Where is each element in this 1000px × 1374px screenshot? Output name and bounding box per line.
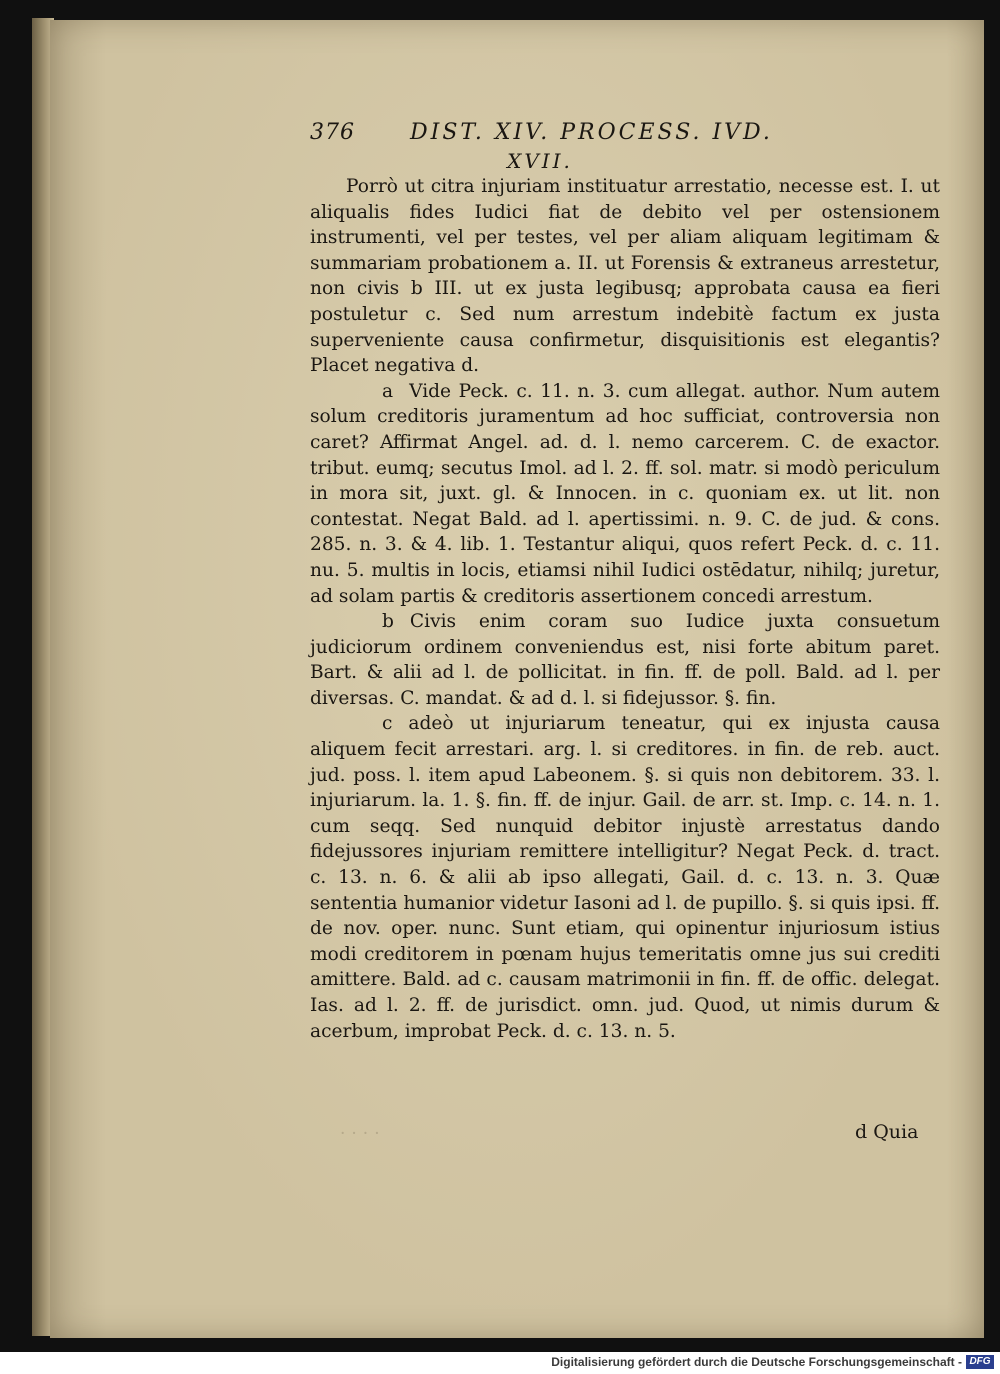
page-number: 376	[310, 120, 355, 145]
footnote-text: Vide Peck. c. 11. n. 3. cum allegat. author. Num autem solum creditoris juramentum ad hoc sufficiat, controversia non caret? Affirmat Angel. ad. d. l. nemo carcerem. C. de exactor. tribut. eumq; secutus Imol. ad l. 2. ff. sol. matr. si modò periculum in mora sit, juxt. gl. & Innocen. in c. quoniam ex. ut lit. non contestat. Negat Bald. ad l. apertissimi. n. 9. C. de jud. & cons. 285. n. 3. & 4. lib. 1. Testantur aliqui, quos refert Peck. d. c. 11. nu. 5. multis in locis, etiamsi nihil Iudici ostēdatur, nihilq; juretur, ad solam partis & creditoris assertionem concedi arrestum.	[310, 380, 940, 607]
section-number: XVII.	[507, 149, 573, 173]
page-text-block	[310, 120, 940, 1044]
footnote-key: b	[382, 611, 394, 633]
body-paragraph: Porrò ut citra injuriam instituatur arrestatio, necesse est. I. ut aliqualis fides Iudici fiat de debito vel per ostensionem instrumenti, vel per testes, vel per aliam aliquam legitimam & summariam probationem a. II. ut Forensis & extraneus arrestetur, non civis b III. ut ex justa legibusq; approbata causa ea fieri postuletur c. Sed num arrestum indebitè factum ex justa superveniente causa confirmetur, disquisitionis est elegantis? Placet negativa d.	[310, 176, 940, 377]
running-head: DIST. XIV. PROCESS. IVD.	[410, 120, 773, 145]
show-through-text: ····	[340, 1124, 386, 1144]
dfg-logo: DFG	[966, 1355, 994, 1369]
footnote-key: a	[382, 380, 394, 402]
footnote-c	[310, 711, 940, 1044]
footnote-a	[310, 379, 940, 609]
footnote-key: c	[382, 713, 393, 735]
page-header	[310, 120, 940, 148]
footnote-b	[310, 609, 940, 711]
footnote-text: adeò ut injuriarum teneatur, qui ex injusta causa aliquem fecit arrestari. arg. l. si creditores. in fin. de reb. auct. jud. poss. l. item apud Labeonem. §. si quis non debitorem. 33. l. injuriarum. la. 1. §. fin. ff. de injur. Gail. de arr. st. Imp. c. 14. n. 1. cum seqq. Sed nunquid debitor injustè arrestatus dando fidejussores injuriam remittere intelligitur? Negat Peck. d. tract. c. 13. n. 6. & alii ab ipso allegati, Gail. d. c. 13. n. 3. Quæ sententia humanior videtur Iasoni ad l. de pupillo. §. si quis ipsi. ff. de nov. oper. nunc. Sunt etiam, qui opinentur injuriosum istius modi creditorem in pœnam hujus temeritatis omne jus sui crediti amittere. Bald. ad c. causam matrimonii in fin. ff. de offic. delegat. Ias. ad l. 2. ff. de jurisdict. omn. jud. Quod, ut nimis durum & acerbum, improbat Peck. d. c. 13. n. 5.	[310, 713, 940, 1042]
footnote-text: Civis enim coram suo Iudice juxta consuetum judiciorum ordinem conveniendus est, nisi forte abitum paret. Bart. & alii ad l. de pollicitat. in fin. ff. de poll. Bald. ad l. per diversas. C. mandat. & ad d. l. si fidejussor. §. fin.	[310, 611, 940, 709]
footer-credit: Digitalisierung gefördert durch die Deutsche Forschungsgemeinschaft -	[551, 1355, 962, 1369]
footer-bar	[0, 1352, 1000, 1374]
catchword: d Quia	[855, 1121, 919, 1143]
